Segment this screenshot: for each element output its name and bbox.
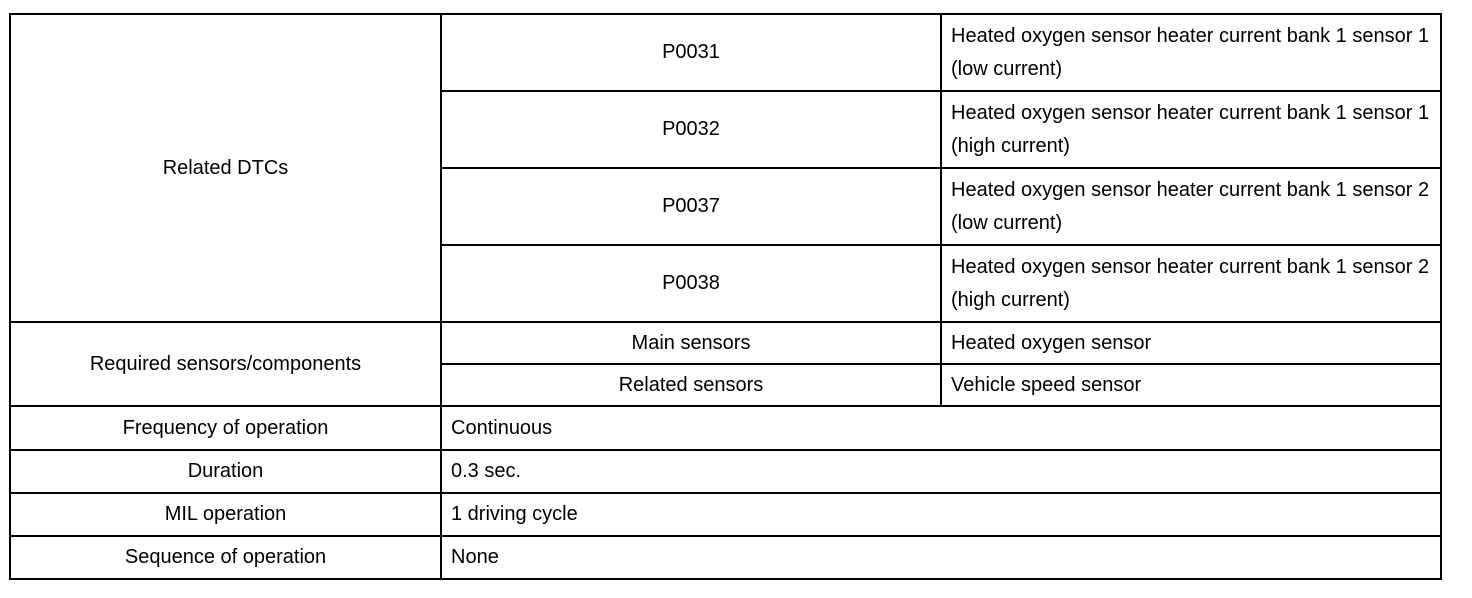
required-sensors-label: Required sensors/components xyxy=(10,322,441,406)
duration-label: Duration xyxy=(10,450,441,493)
sequence-value: None xyxy=(441,536,1441,579)
table-row xyxy=(10,14,1441,91)
table-row xyxy=(10,450,1441,493)
related-sensors-label: Related sensors xyxy=(441,364,941,406)
dtc-description: Heated oxygen sensor heater current bank 1 sensor 2 (low current) xyxy=(941,168,1441,245)
dtc-code: P0037 xyxy=(441,168,941,245)
dtc-code: P0032 xyxy=(441,91,941,168)
mil-operation-value: 1 driving cycle xyxy=(441,493,1441,536)
monitor-spec-table xyxy=(9,13,1442,580)
table-row xyxy=(10,322,1441,364)
frequency-value: Continuous xyxy=(441,406,1441,450)
table-row xyxy=(10,493,1441,536)
dtc-description: Heated oxygen sensor heater current bank 1 sensor 2 (high current) xyxy=(941,245,1441,322)
frequency-label: Frequency of operation xyxy=(10,406,441,450)
related-sensors-value: Vehicle speed sensor xyxy=(941,364,1441,406)
related-dtcs-label: Related DTCs xyxy=(10,14,441,322)
table-row xyxy=(10,536,1441,579)
main-sensors-label: Main sensors xyxy=(441,322,941,364)
dtc-description: Heated oxygen sensor heater current bank 1 sensor 1 (low current) xyxy=(941,14,1441,91)
mil-operation-label: MIL operation xyxy=(10,493,441,536)
dtc-code: P0038 xyxy=(441,245,941,322)
sequence-label: Sequence of operation xyxy=(10,536,441,579)
table-row xyxy=(10,406,1441,450)
dtc-code: P0031 xyxy=(441,14,941,91)
dtc-description: Heated oxygen sensor heater current bank 1 sensor 1 (high current) xyxy=(941,91,1441,168)
main-sensors-value: Heated oxygen sensor xyxy=(941,322,1441,364)
duration-value: 0.3 sec. xyxy=(441,450,1441,493)
